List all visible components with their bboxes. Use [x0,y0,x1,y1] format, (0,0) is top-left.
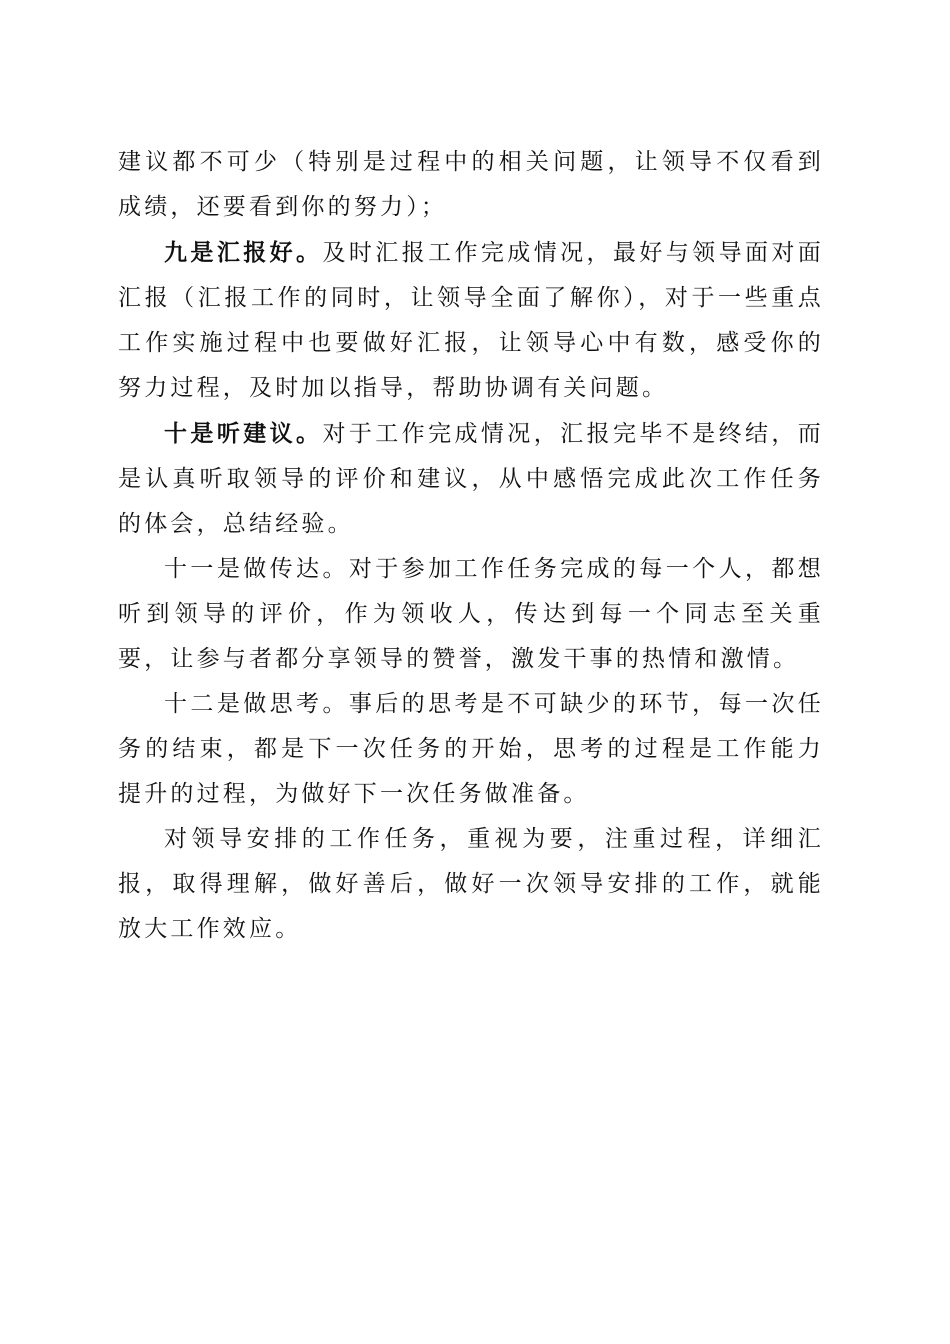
paragraph-text: 对领导安排的工作任务，重视为要，注重过程，详细汇报，取得理解，做好善后，做好一次领导安排的工作，就能放大工作效应。 [118,826,824,942]
paragraph-text: 事后的思考是不可缺少的环节，每一次任务的结束，都是下一次任务的开始，思考的过程是工作能力提升的过程，为做好下一次任务做准备。 [118,691,824,807]
paragraph-convey [118,547,824,682]
paragraph-conclusion [118,817,824,952]
paragraph-reflect [118,682,824,817]
paragraph-lead: 十是听建议。 [164,420,323,447]
paragraph-text: 及时汇报工作完成情况，最好与领导面对面汇报（汇报工作的同时，让领导全面了解你），对于一些重点工作实施过程中也要做好汇报，让领导心中有数，感受你的努力过程，及时加以指导，帮助协调有关问题。 [118,240,824,401]
document-body [118,140,824,952]
paragraph-lead: 十二是做思考。 [164,691,349,717]
paragraph-listen [118,411,824,547]
paragraph-continuation [118,140,824,230]
paragraph-report [118,230,824,411]
paragraph-text: 建议都不可少（特别是过程中的相关问题，让领导不仅看到成绩，还要看到你的努力）； [118,149,824,220]
paragraph-lead: 九是汇报好。 [164,239,323,266]
paragraph-text: 对于参加工作任务完成的每一个人，都想听到领导的评价，作为领收人，传达到每一个同志至关重要，让参与者都分享领导的赞誉，激发干事的热情和激情。 [118,556,824,672]
paragraph-text: 对于工作完成情况，汇报完毕不是终结，而是认真听取领导的评价和建议，从中感悟完成此次工作任务的体会，总结经验。 [118,421,824,537]
paragraph-lead: 十一是做传达。 [164,556,349,582]
